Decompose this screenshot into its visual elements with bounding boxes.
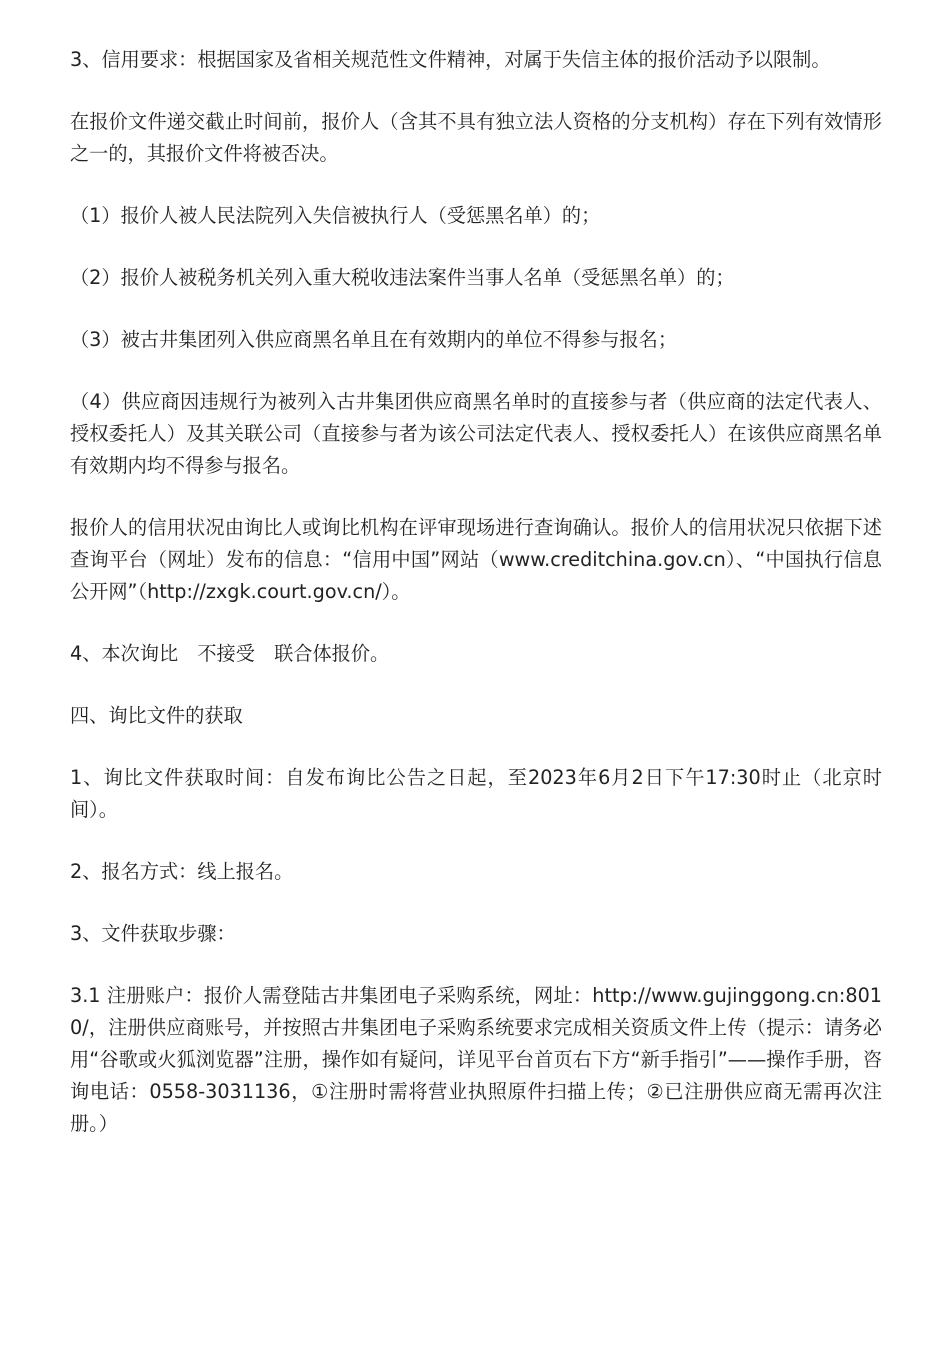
paragraph-rejection-conditions: 在报价文件递交截止时间前，报价人（含其不具有独立法人资格的分支机构）存在下列有效情形之一的，其报价文件将被否决。 — [70, 110, 882, 165]
paragraph-credit-check: 报价人的信用状况由询比人或询比机构在评审现场进行查询确认。报价人的信用状况只依据下述查询平台（网址）发布的信息：“信用中国”网站（www.creditchina.gov.cn）、“中国执行信息公开网”（http://zxgk.court.gov.cn/）。 — [70, 516, 882, 603]
section-heading-document-acquisition: 四、询比文件的获取 — [70, 704, 243, 727]
paragraph-item-4: （4）供应商因违规行为被列入古井集团供应商黑名单时的直接参与者（供应商的法定代表人、授权委托人）及其关联公司（直接参与者为该公司法定代表人、授权委托人）在该供应商黑名单有效期内均不得参与报名。 — [70, 390, 882, 477]
paragraph-acquisition-steps: 3、文件获取步骤： — [70, 922, 236, 945]
paragraph-consortium: 4、本次询比 不接受 联合体报价。 — [70, 642, 390, 665]
paragraph-item-2: （2）报价人被税务机关列入重大税收违法案件当事人名单（受惩黑名单）的； — [70, 266, 735, 289]
paragraph-item-3: （3）被古井集团列入供应商黑名单且在有效期内的单位不得参与报名； — [70, 328, 678, 351]
paragraph-acquisition-time: 1、询比文件获取时间：自发布询比公告之日起，至2023年6月2日下午17:30时止（北京时间）。 — [70, 766, 882, 821]
paragraph-item-1: （1）报价人被人民法院列入失信被执行人（受惩黑名单）的； — [70, 204, 601, 227]
paragraph-register-account: 3.1 注册账户：报价人需登陆古井集团电子采购系统，网址：http://www.gujinggong.cn:8010/，注册供应商账号，并按照古井集团电子采购系统要求完成相关资质文件上传（提示：请务必用“谷歌或火狐浏览器”注册，操作如有疑问，详见平台首页右下方“新手指引”——操作手册，咨询电话：0558-3031136，①注册时需将营业执照原件扫描上传；②已注册供应商无需再次注册。） — [70, 984, 882, 1135]
document-body — [70, 44, 882, 1140]
paragraph-registration-method: 2、报名方式：线上报名。 — [70, 860, 294, 883]
paragraph-credit-requirement: 3、信用要求：根据国家及省相关规范性文件精神，对属于失信主体的报价活动予以限制。 — [70, 48, 831, 71]
